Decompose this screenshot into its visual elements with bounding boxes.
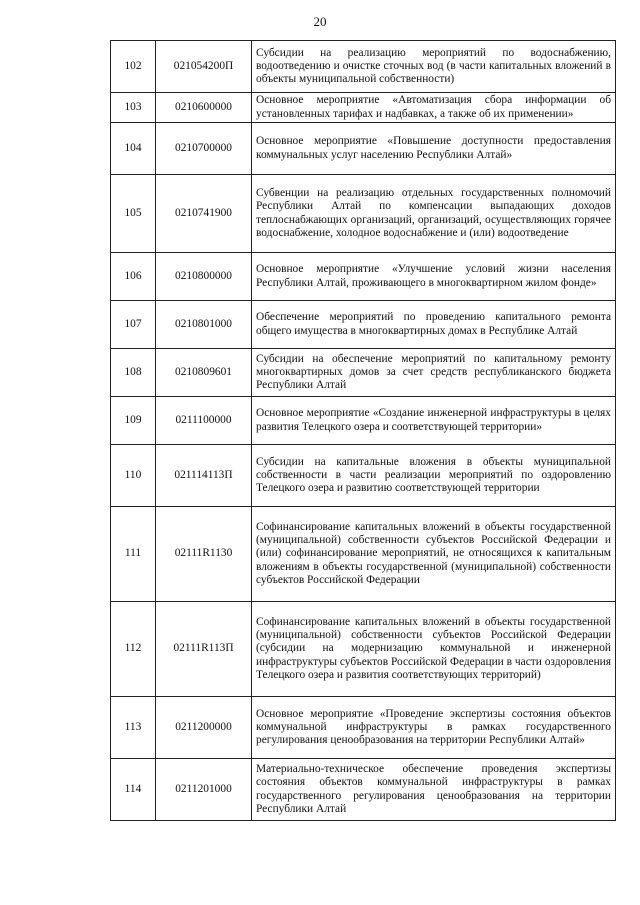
classification-code: 0210700000 — [156, 123, 252, 175]
row-number: 113 — [111, 697, 156, 759]
table-row — [111, 123, 616, 175]
row-number: 102 — [111, 41, 156, 93]
budget-codes-table — [110, 40, 616, 821]
row-number: 108 — [111, 349, 156, 397]
row-number: 106 — [111, 253, 156, 301]
table-row — [111, 175, 616, 253]
row-number: 114 — [111, 759, 156, 821]
classification-code: 0210809601 — [156, 349, 252, 397]
table-row — [111, 507, 616, 602]
classification-code: 021114113П — [156, 445, 252, 507]
row-description: Субсидии на реализацию мероприятий по водоснабжению, водоотведению и очистке сточных вод (в части капитальных вложений в объекты муниципальной собственности) — [252, 41, 616, 93]
classification-code: 0210801000 — [156, 301, 252, 349]
table-row — [111, 41, 616, 93]
row-number: 105 — [111, 175, 156, 253]
row-description: Софинансирование капитальных вложений в объекты государственной (муниципальной) собственности субъектов Российской Федерации (субсидии на модернизацию коммунальной и инженерной инфраструктуры субъектов Российской Федерации в части оздоровления Телецкого озера и развития соответствующих территорий) — [252, 602, 616, 697]
row-description: Софинансирование капитальных вложений в объекты государственной (муниципальной) собственности субъектов Российской Федерации и (или) софинансирование мероприятий, не относящихся к капитальным вложениям в объекты государственной (муниципальной) собственности субъектов Российской Федерации — [252, 507, 616, 602]
row-number: 109 — [111, 397, 156, 445]
classification-code: 0211201000 — [156, 759, 252, 821]
classification-code: 02111R113П — [156, 602, 252, 697]
row-number: 104 — [111, 123, 156, 175]
page-number: 20 — [313, 14, 327, 29]
classification-code: 0211200000 — [156, 697, 252, 759]
row-number: 107 — [111, 301, 156, 349]
table-row — [111, 697, 616, 759]
row-description: Основное мероприятие «Улучшение условий жизни населения Республики Алтай, проживающего в многоквартирном жилом фонде» — [252, 253, 616, 301]
classification-code: 0210741900 — [156, 175, 252, 253]
table-row — [111, 301, 616, 349]
row-description: Субсидии на капитальные вложения в объекты муниципальной собственности в части реализации мероприятий по оздоровлению Телецкого озера и развитию соответствующей территории — [252, 445, 616, 507]
table-row — [111, 602, 616, 697]
table-row — [111, 759, 616, 821]
row-description: Основное мероприятие «Повышение доступности предоставления коммунальных услуг населению Республики Алтай» — [252, 123, 616, 175]
table-row — [111, 349, 616, 397]
classification-code: 0210800000 — [156, 253, 252, 301]
row-description: Субвенции на реализацию отдельных государственных полномочий Республики Алтай по компенсации выпадающих доходов теплоснабжающих организаций, организаций, осуществляющих горячее водоснабжение, холодное водоснабжение и (или) водоотведение — [252, 175, 616, 253]
row-number: 103 — [111, 93, 156, 123]
table-row — [111, 93, 616, 123]
row-description: Субсидии на обеспечение мероприятий по капитальному ремонту многоквартирных домов за счет средств республиканского бюджета Республики Алтай — [252, 349, 616, 397]
table-row — [111, 397, 616, 445]
row-description: Основное мероприятие «Проведение экспертизы состояния объектов коммунальной инфраструктуры в рамках государственного регулирования ценообразования на территории Республики Алтай» — [252, 697, 616, 759]
classification-code: 02111R1130 — [156, 507, 252, 602]
row-number: 111 — [111, 507, 156, 602]
table-row — [111, 445, 616, 507]
classification-code: 0211100000 — [156, 397, 252, 445]
classification-code: 021054200П — [156, 41, 252, 93]
row-description: Основное мероприятие «Автоматизация сбора информации об установленных тарифах и надбавках, а также об их применении» — [252, 93, 616, 123]
row-number: 112 — [111, 602, 156, 697]
row-description: Основное мероприятие «Создание инженерной инфраструктуры в целях развития Телецкого озера и соответствующей территории» — [252, 397, 616, 445]
row-number: 110 — [111, 445, 156, 507]
row-description: Материально-техническое обеспечение проведения экспертизы состояния объектов коммунальной инфраструктуры в рамках государственного регулирования ценообразования на территории Республики Алтай — [252, 759, 616, 821]
table-row — [111, 253, 616, 301]
row-description: Обеспечение мероприятий по проведению капитального ремонта общего имущества в многоквартирных домах в Республике Алтай — [252, 301, 616, 349]
classification-code: 0210600000 — [156, 93, 252, 123]
